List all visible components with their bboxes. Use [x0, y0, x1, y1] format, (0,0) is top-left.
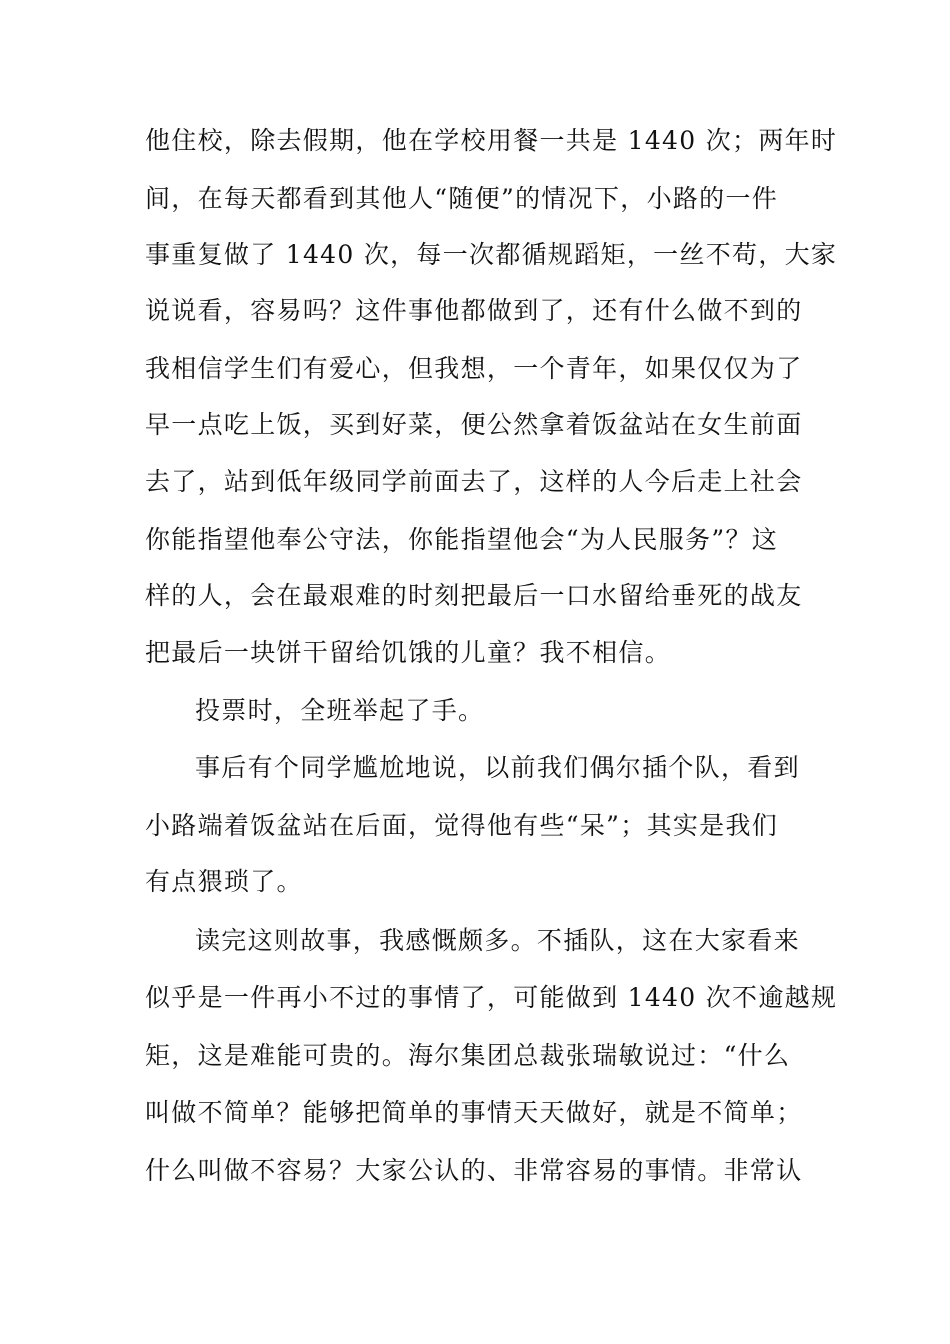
text-line: 去了，站到低年级同学前面去了，这样的人今后走上社会 [145, 467, 803, 496]
text-line: 把最后一块饼干留给饥饿的儿童？我不相信。 [145, 638, 672, 667]
text-line: 样的人，会在最艰难的时刻把最后一口水留给垂死的战友 [145, 581, 803, 610]
text-line: 小路端着饭盆站在后面，觉得他有些“呆”；其实是我们 [145, 811, 779, 840]
text-line: 事重复做了 1440 次，每一次都循规蹈矩，一丝不苟，大家 [145, 240, 838, 269]
text-line: 什么叫做不容易？大家公认的、非常容易的事情。非常认 [145, 1156, 803, 1185]
text-line: 投票时，全班举起了手。 [195, 696, 485, 725]
text-line: 他住校，除去假期，他在学校用餐一共是 1440 次；两年时 [145, 126, 838, 155]
text-line: 我相信学生们有爱心，但我想，一个青年，如果仅仅为了 [145, 354, 803, 383]
text-line: 矩，这是难能可贵的。海尔集团总裁张瑞敏说过：“什么 [145, 1041, 791, 1070]
text-line: 说说看，容易吗？这件事他都做到了，还有什么做不到的 [145, 296, 803, 325]
text-line: 叫做不简单？能够把简单的事情天天做好，就是不简单； [145, 1098, 803, 1127]
text-line: 早一点吃上饭，买到好菜，便公然拿着饭盆站在女生前面 [145, 410, 803, 439]
text-line: 间，在每天都看到其他人“随便”的情况下，小路的一件 [145, 184, 779, 213]
text-line: 有点猥琐了。 [145, 867, 303, 896]
text-line: 事后有个同学尴尬地说，以前我们偶尔插个队，看到 [195, 753, 800, 782]
text-line: 读完这则故事，我感慨颇多。不插队，这在大家看来 [195, 926, 800, 955]
text-line: 似乎是一件再小不过的事情了，可能做到 1440 次不逾越规 [145, 983, 838, 1012]
text-line: 你能指望他奉公守法，你能指望他会“为人民服务”？这 [145, 525, 779, 554]
